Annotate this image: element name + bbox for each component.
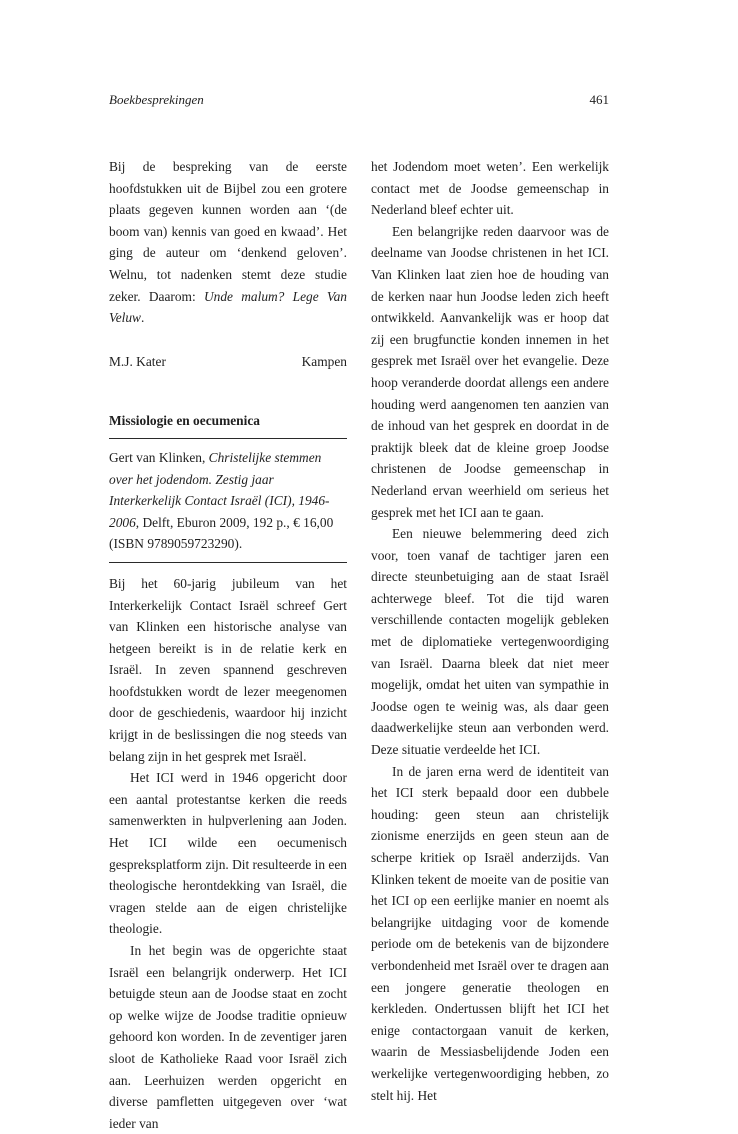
body-paragraph: In het begin was de opgerichte staat Israël een belangrijk onderwerp. Het ICI betuigde steun aan de Joodse staat en zocht op welke wijze de Joodse traditie opnieuw gehoord kon worden. In de zeventiger jaren sloot de Katholieke Raad voor Israël zich aan. Leerhuizen werden opgericht en diverse pamfletten uitgegeven over ‘wat ieder van — [109, 943, 347, 1131]
closing-period: . — [141, 310, 145, 326]
reviewer-signature — [109, 351, 347, 373]
body-paragraph: Het ICI werd in 1946 opgericht door een aantal protestantse kerken die reeds samenwerkten in hulpverlening aan Joden. Het ICI wilde een oecumenisch gespreksplatform zijn. Dit resulteerde in een theologische herontdekking van Israël, die vragen stelde aan de eigen christelijke theologie. — [109, 770, 347, 937]
closing-italic-text: Unde malum? Lege Van Veluw — [109, 288, 348, 326]
body-paragraph: het Jodendom moet weten’. Een werkelijk contact met de Joodse gemeenschap in Nederland bleef echter uit. — [371, 159, 609, 218]
running-title: Boekbesprekingen — [109, 92, 204, 107]
book-citation — [109, 439, 347, 562]
section-heading: Missiologie en oecumenica — [109, 413, 260, 429]
right-column — [371, 156, 609, 1106]
book-author: Gert van Klinken, — [109, 449, 209, 465]
reviewer-place: Kampen — [301, 353, 347, 369]
running-header — [109, 92, 609, 108]
review-closing-paragraph — [109, 156, 347, 329]
page-number: 461 — [589, 92, 609, 107]
book-citation-text — [109, 447, 347, 555]
body-paragraph: In de jaren erna werd de identiteit van het ICI sterk bepaald door een dubbele houding: geen steun aan christelijk zionisme enerzijds en geen steun aan de scherpe kritiek op Israël anderzijds. Van Klinken tekent de moeite van de positie van het ICI op een eerlijke manier en noemt als belangrijke uitdaging voor de komende periode om de betekenis van de bijzondere verbondenheid met Israël over te dragen aan een jongere generatie theologen en kerkleden. Ondertussen blijft het ICI het enige contactorgaan vanuit de kerken, waarin de Messiasbelijdende Joden een werkelijke vertegenwoordiging hebben, zo stelt hij. Het — [371, 763, 609, 1103]
closing-text: Bij de bespreking van de eerste hoofdstukken uit de Bijbel zou een grotere plaats gegeven kunnen worden aan ‘(de boom van) kennis van goed en kwaad’. Het ging de auteur om ‘denkend geloven’. Welnu, tot nadenken stemt deze studie zeker. Daarom: — [109, 159, 347, 304]
body-paragraph: Een belangrijke reden daarvoor was de deelname van Joodse christenen in het ICI. Van Klinken laat zien hoe de houding van de kerken naar hun Joodse leden zich heeft ontwikkeld. Aanvankelijk was er hoop dat zij een brugfunctie konden innemen in het gesprek met Israël over het evangelie. Deze hoop veranderde doordat allengs een andere houding werd aangenomen ten aanzien van de inhoud van het gesprek en doordat in de praktijk bleek dat de kleine groep Joodse christenen de Joodse gemeenschap in Nederland ervan weerhield om serieus het gesprek met het ICI aan te gaan. — [371, 223, 609, 520]
book-details: , Delft, Eburon 2009, 192 p., € 16,00 (ISBN 9789059723290). — [109, 514, 334, 552]
left-column — [109, 156, 347, 1134]
bottom-divider — [109, 562, 347, 563]
reviewer-name: M.J. Kater — [109, 353, 166, 369]
body-paragraph: Een nieuwe belemmering deed zich voor, toen vanaf de tachtiger jaren een directe steunbetuiging aan de staat Israël achterwege bleef. Tot die tijd waren verschillende contacten mogelijk gebleken met de diplomatieke vertegenwoordiging van Israël. Daarna bleek dat niet meer mogelijk, omdat het uiten van sympathie in Joodse ogen te weinig was, als daar geen daadwerkelijke steun aan verbonden werd. Deze situatie verdeelde het ICI. — [371, 526, 609, 758]
book-title: Christelijke stemmen over het jodendom. Zestig jaar Interkerkelijk Contact Israël (ICI), 1946-2006 — [109, 449, 330, 530]
body-paragraph: Bij het 60-jarig jubileum van het Interkerkelijk Contact Israël schreef Gert van Klinken een historische analyse van hetgeen bereikt is in de relatie kerk en Israël. In zeven spannend geschreven hoofdstukken wordt de lezer meegenomen door de geschiedenis, waardoor hij inzicht krijgt in de beslissingen die nog steeds van belang zijn in het gesprek met Israël. — [109, 575, 347, 764]
